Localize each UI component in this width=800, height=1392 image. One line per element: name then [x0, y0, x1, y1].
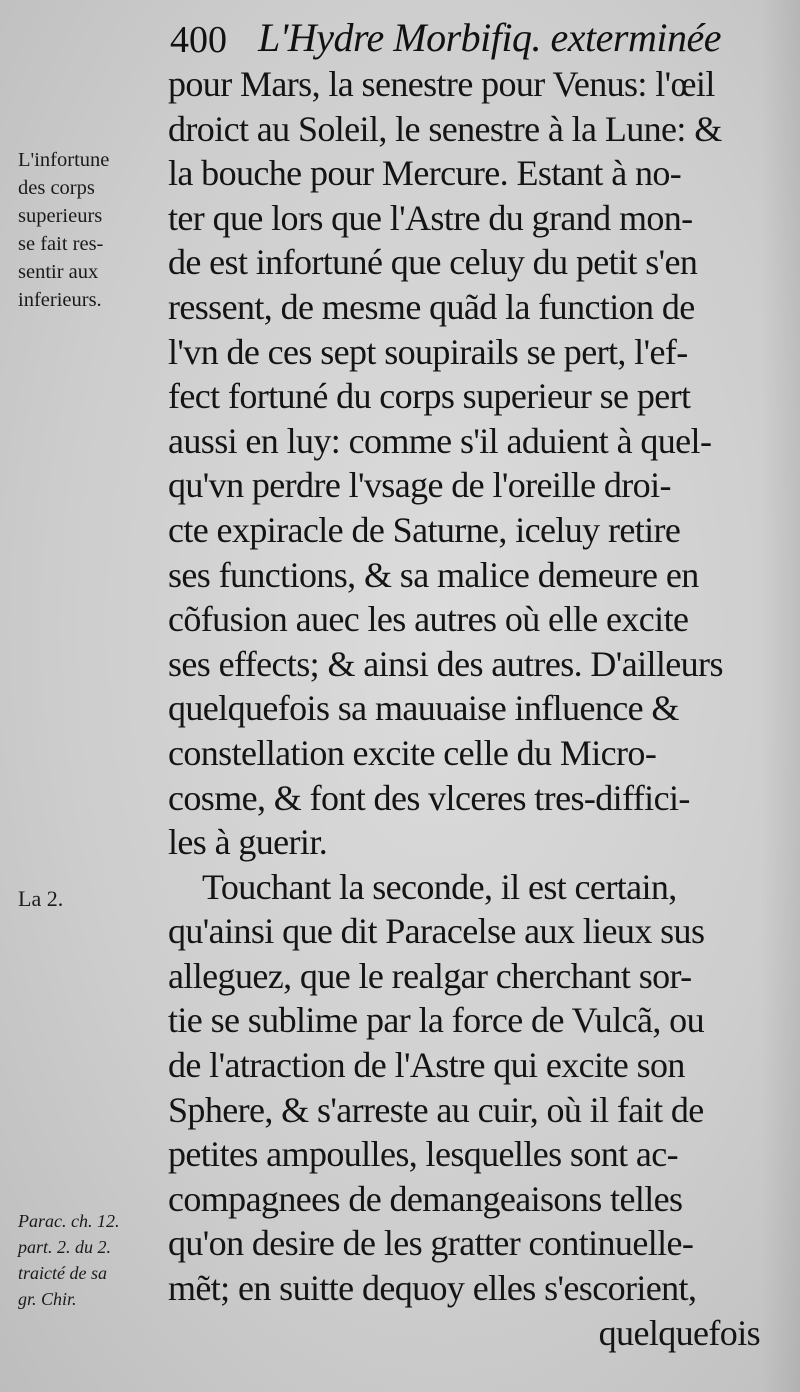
margin-note-line: se fait res-: [18, 233, 104, 255]
margin-note-line: traicté de sa: [18, 1263, 107, 1283]
text-line: constellation excite celle du Micro-: [168, 732, 657, 773]
text-line: droict au Soleil, le senestre à la Lune: &: [168, 108, 722, 149]
margin-note-infortune: [18, 146, 158, 314]
text-line: cte expiracle de Saturne, iceluy retire: [168, 509, 681, 550]
text-line: Sphere, & s'arreste au cuir, où il fait de: [168, 1089, 704, 1130]
text-line: la bouche pour Mercure. Estant à no-: [168, 153, 682, 194]
running-title: L'Hydre Morbifiq. exterminée: [258, 15, 721, 60]
text-line: cõfusion auec les autres où elle excite: [168, 599, 689, 640]
text-line: quelquefois sa mauuaise influence &: [168, 688, 679, 729]
margin-note-line: Parac. ch. 12.: [18, 1211, 120, 1231]
text-line: qu'ainsi que dit Paracelse aux lieux sus: [168, 911, 705, 952]
text-line: petites ampoulles, lesquelles sont ac-: [168, 1134, 679, 1175]
body-text: [168, 62, 768, 1355]
margin-note-citation: [18, 1208, 158, 1312]
text-line: de est infortuné que celuy du petit s'en: [168, 242, 698, 283]
text-line: alleguez, que le realgar cherchant sor-: [168, 955, 692, 996]
page-number: 400: [170, 19, 227, 61]
text-line: ter que lors que l'Astre du grand mon-: [168, 197, 693, 238]
text-line: aussi en luy: comme s'il aduient à quel-: [168, 420, 712, 461]
margin-note-line: des corps: [18, 177, 95, 199]
page-header: [170, 10, 800, 64]
text-line: fect fortuné du corps superieur se pert: [168, 376, 691, 417]
text-line: Touchant la seconde, il est certain,: [202, 866, 677, 907]
text-line: de l'atraction de l'Astre qui excite son: [168, 1045, 685, 1086]
margin-note-line: part. 2. du 2.: [18, 1237, 112, 1257]
margin-note-line: superieurs: [18, 205, 103, 227]
margin-note-line: sentir aux: [18, 261, 99, 283]
text-line: tie se sublime par la force de Vulcã, ou: [168, 1000, 704, 1041]
margin-note-line: L'infortune: [18, 149, 110, 171]
margin-note-line: inferieurs.: [18, 289, 102, 311]
text-line: ressent, de mesme quãd la function de: [168, 286, 695, 327]
margin-note-line: gr. Chir.: [18, 1289, 77, 1309]
margin-note-la-seconde: La 2.: [18, 886, 64, 911]
text-line: qu'on desire de les gratter continuelle-: [168, 1223, 694, 1264]
text-line: les à guerir.: [168, 822, 328, 863]
text-line: ses functions, & sa malice demeure en: [168, 554, 699, 595]
text-line: pour Mars, la senestre pour Venus: l'œil: [168, 64, 715, 104]
text-line: mẽt; en suitte dequoy elles s'escorient,: [168, 1268, 697, 1309]
text-line: compagnees de demangeaisons telles: [168, 1178, 683, 1219]
text-line: cosme, & font des vlceres tres-diffici-: [168, 777, 690, 818]
text-line: ses effects; & ainsi des autres. D'ailleurs: [168, 643, 723, 684]
text-line: qu'vn perdre l'vsage de l'oreille droi-: [168, 465, 671, 506]
catchword: quelquefois: [598, 1312, 760, 1353]
text-line: l'vn de ces sept soupirails se pert, l'ef-: [168, 331, 688, 372]
